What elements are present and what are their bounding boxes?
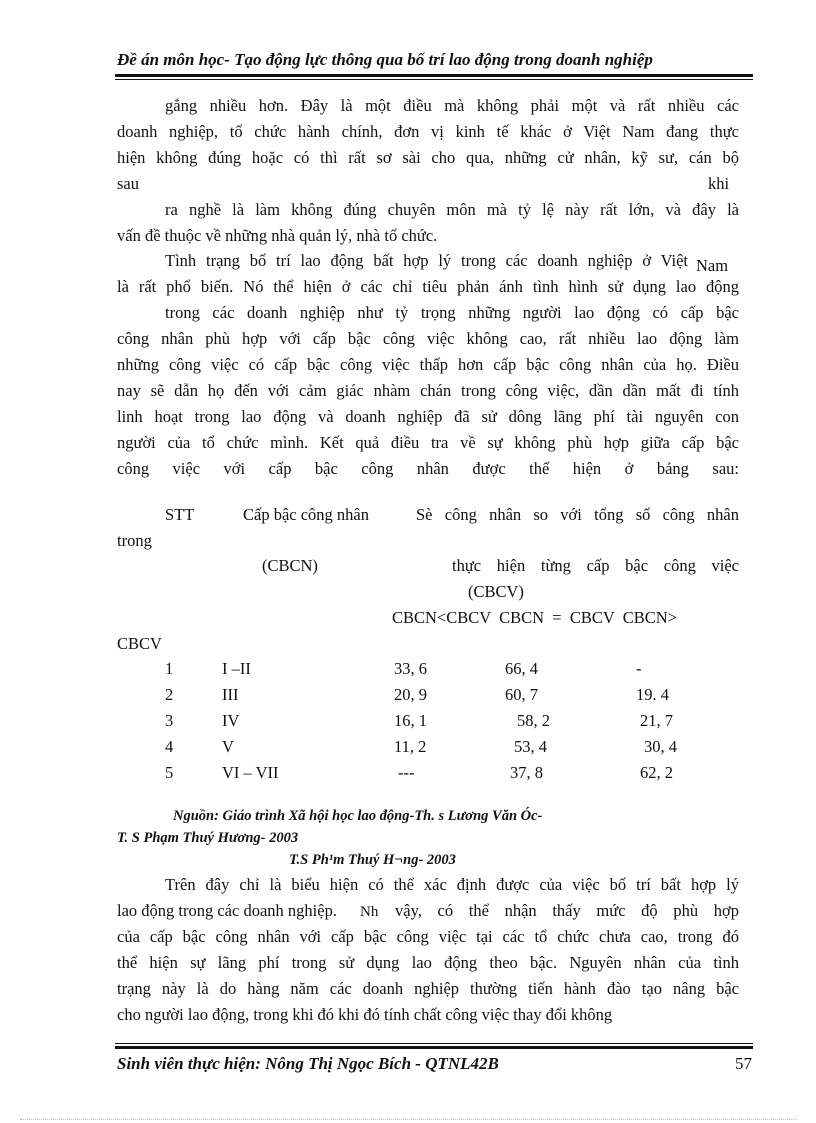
footer-rule-thin — [115, 1043, 753, 1044]
body-line: trong các doanh nghiệp như tỷ trọng những người lao động có cấp bậc — [165, 303, 739, 322]
table-cell-grade: V — [222, 737, 234, 756]
body-line: vấn đề thuộc về những nhà quản lý, nhà tổ chức. — [117, 226, 438, 245]
body-line: sau — [117, 174, 139, 193]
table-header-cbcn: (CBCN) — [262, 556, 318, 575]
body-line: của cấp bậc công nhân với cấp bậc công việc tại các tổ chức chưa cao, trong đó — [117, 927, 739, 946]
page-number: 57 — [735, 1054, 752, 1073]
table-cell-stt: 3 — [165, 711, 174, 730]
body-line: lao động trong các doanh nghiệp. — [117, 901, 337, 920]
table-cell-grade: I –II — [222, 659, 251, 678]
body-line: Trên đây chỉ là biểu hiện có thể xác định được của việc bố trí bất hợp lý — [165, 875, 739, 894]
body-line: Nh — [360, 904, 379, 920]
table-cell-gt: - — [636, 659, 642, 678]
body-line: Nam — [696, 256, 729, 275]
table-subheader-cbcv: CBCV — [117, 634, 162, 653]
table-cell-lt: 11, 2 — [394, 737, 427, 756]
table-cell-eq: 66, 4 — [505, 659, 538, 678]
body-line: vậy, có thể nhận thấy mức độ phù hợp — [395, 901, 739, 920]
body-line: là rất phổ biến. Nó thể hiện ở các chỉ tiêu phản ánh tình hình sử dụng lao động — [117, 277, 739, 296]
table-cell-lt: 16, 1 — [394, 711, 427, 730]
body-line: công nhân phù hợp với cấp bậc công việc không cao, rất nhiều lao động làm — [117, 329, 739, 348]
table-header-thuc-hien: thực hiện từng cấp bậc công việc — [452, 556, 739, 575]
footer-rule-thick — [115, 1046, 753, 1049]
body-line: Tình trạng bố trí lao động bất hợp lý trong các doanh nghiệp ở Việt — [165, 251, 688, 270]
table-header-grade: Cấp bậc công nhân — [243, 505, 369, 524]
body-line: linh hoạt trong lao động và doanh nghiệp đã sử dông lãng phí tài nguyên con — [117, 407, 739, 426]
body-line: cho người lao động, trong khi đó khi đó tính chất công việc thay đổi không — [117, 1005, 613, 1024]
table-cell-grade: III — [222, 685, 239, 704]
body-line: gắng nhiều hơn. Đây là một điều mà không phải một và rất nhiều các — [165, 96, 739, 115]
table-header-trong: trong — [117, 531, 152, 550]
table-cell-gt: 21, 7 — [640, 711, 673, 730]
table-cell-eq: 37, 8 — [510, 763, 543, 782]
footer-author: Sinh viên thực hiện: Nông Thị Ngọc Bích - QTNL42B — [117, 1054, 499, 1073]
page-bottom-dotted-rule — [20, 1119, 796, 1120]
header-rule-thin — [115, 79, 753, 80]
table-cell-lt: 20, 9 — [394, 685, 427, 704]
header-rule-thick — [115, 74, 753, 77]
body-line: doanh nghiệp, tổ chức hành chính, đơn vị kinh tế khác ở Việt Nam đang thực — [117, 122, 739, 141]
table-cell-stt: 2 — [165, 685, 174, 704]
table-cell-gt: 30, 4 — [644, 737, 677, 756]
body-line: khi — [708, 174, 730, 193]
source-line: T.S Ph¹m Thuý H¬ng- 2003 — [289, 852, 456, 868]
body-line: những công việc có cấp bậc công việc thấp hơn cấp bậc công nhân của họ. Điều — [117, 355, 739, 374]
table-cell-grade: VI – VII — [222, 763, 279, 782]
body-line: ra nghề là làm không đúng chuyên môn mà tỷ lệ này rất lớn, và đây là — [165, 200, 739, 219]
table-cell-stt: 1 — [165, 659, 174, 678]
source-line: T. S Phạm Thuý Hương- 2003 — [117, 830, 299, 846]
table-cell-stt: 5 — [165, 763, 174, 782]
body-line: người của tổ chức mình. Kết quả điều tra về sự không phù hợp giữa cấp bậc — [117, 433, 739, 452]
table-cell-eq: 53, 4 — [514, 737, 547, 756]
body-line: hiện không đúng hoặc có thì rất sơ sài cho qua, những cử nhân, kỹ sư, cán bộ — [117, 148, 739, 167]
table-cell-eq: 58, 2 — [517, 711, 550, 730]
source-line: Nguồn: Giáo trình Xã hội học lao động-Th. s Lương Văn Óc- — [173, 808, 543, 824]
table-cell-gt: 19. 4 — [636, 685, 669, 704]
body-line: thể hiện sự lãng phí trong sử dụng lao động theo bậc. Nguyên nhân của tình — [117, 953, 739, 972]
body-line: nay sẽ dẫn họ đến với cảm giác nhàm chán trong công việc, dần dần mất đi tính — [117, 381, 739, 400]
table-cell-lt: --- — [398, 763, 415, 782]
page-header-title: Đề án môn học- Tạo động lực thông qua bố trí lao động trong doanh nghiệp — [117, 50, 653, 69]
table-cell-grade: IV — [222, 711, 240, 730]
table-cell-stt: 4 — [165, 737, 174, 756]
table-header-cbcv: (CBCV) — [468, 582, 524, 601]
body-line: trạng này là do hàng năm các doanh nghiệp thường tiến hành đào tạo nâng bậc — [117, 979, 739, 998]
table-cell-eq: 60, 7 — [505, 685, 538, 704]
table-subheaders: CBCN<CBCV CBCN = CBCV CBCN> — [392, 608, 677, 627]
table-cell-lt: 33, 6 — [394, 659, 427, 678]
body-line: công việc với cấp bậc công nhân được thể hiện ở bảng sau: — [117, 459, 739, 478]
table-header-stt: STT — [165, 505, 195, 524]
table-header-ratio: Sè công nhân so với tổng số công nhân — [416, 505, 739, 524]
table-cell-gt: 62, 2 — [640, 763, 673, 782]
